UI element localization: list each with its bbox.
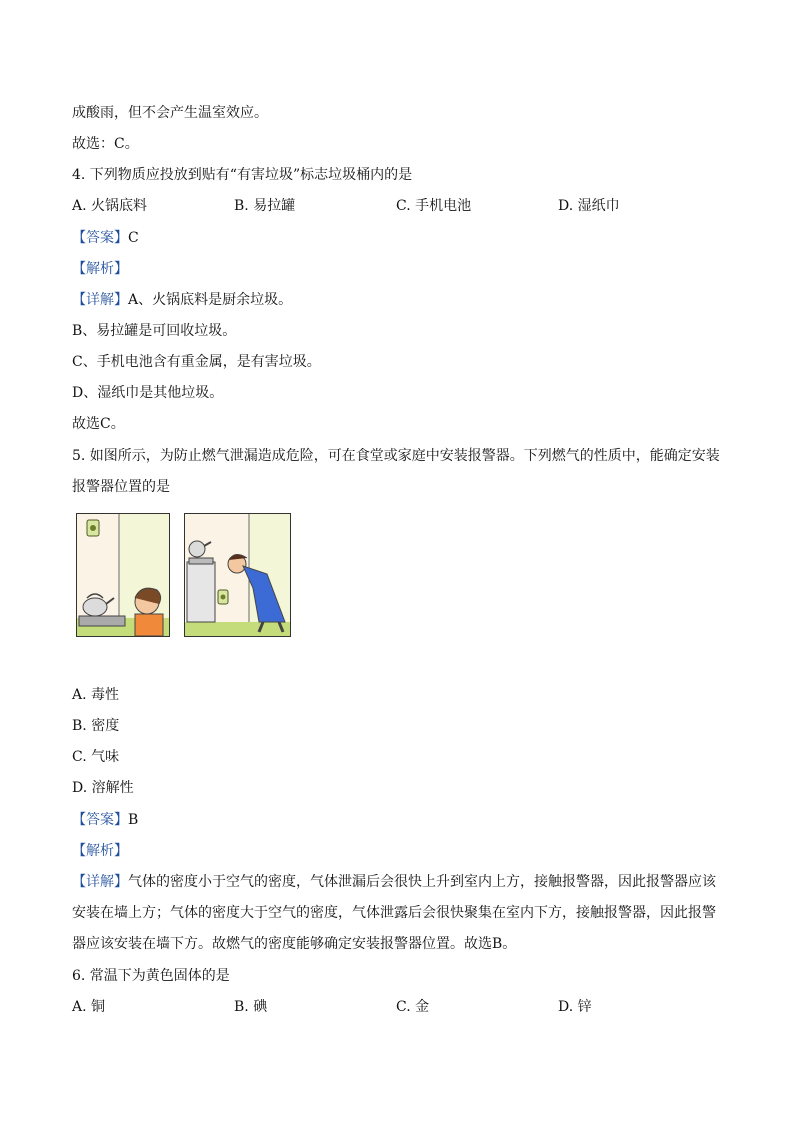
q5-analysis-label [72,842,128,860]
q4-option-d: D. 湿纸巾 [558,198,620,214]
q4-detail-text-1: A、火锅底料是厨余垃圾。 [128,292,293,308]
q5-option-b: B. 密度 [72,718,120,734]
q5-answer-value: B [128,812,139,828]
q4-question: 4. 下列物质应投放到贴有“有害垃圾”标志垃圾桶内的是 [72,167,413,183]
q5-detail-line-2: 安装在墙上方；气体的密度大于空气的密度，气体泄露后会很快聚集在室内下方，接触报警器，因此报警 [72,905,716,921]
q5-answer-label: 【答案】 [72,812,128,828]
q4-analysis-tag: 【解析】 [72,261,128,277]
q5-detail-line-3: 器应该安装在墙下方。故燃气的密度能够确定安装报警器位置。故选B。 [72,936,517,952]
q6-option-c: C. 金 [396,999,430,1015]
q5-question-line-2: 报警器位置的是 [72,479,170,495]
prev-answer-text: 成酸雨，但不会产生温室效应。 [72,105,268,121]
q5-question-line-1: 5. 如图所示，为防止燃气泄漏造成危险，可在食堂或家庭中安装报警器。下列燃气的性质中，能确定安装 [72,448,720,464]
q5-detail-label: 【详解】 [72,874,128,890]
alarm-low-drawing [185,514,290,636]
q5-detail-text-1: 气体的密度小于空气的密度，气体泄漏后会很快上升到室内上方，接触报警器，因此报警器应该 [128,874,716,890]
q5-option-c: C. 气味 [72,749,120,765]
q4-analysis-label [72,260,128,278]
q5-option-d: D. 溶解性 [72,780,134,796]
q4-choose-text: 故选C。 [72,416,125,432]
q4-detail-line-4: D、湿纸巾是其他垃圾。 [72,385,224,401]
q4-answer-label: 【答案】 [72,230,128,246]
q4-detail-line-1 [72,291,292,309]
q5-detail-line-1 [72,873,716,891]
q4-detail-label: 【详解】 [72,292,128,308]
q4-detail-line-2: B、易拉罐是可回收垃圾。 [72,323,237,339]
q6-question: 6. 常温下为黄色固体的是 [72,968,230,984]
q4-answer-value: C [128,230,139,246]
prev-choose-text: 故选：C。 [72,136,139,152]
q4-detail-line-3: C、手机电池含有重金属，是有害垃圾。 [72,354,321,370]
q6-option-b: B. 碘 [234,999,268,1015]
q4-option-a: A. 火锅底料 [72,198,148,214]
q4-option-c: C. 手机电池 [396,198,472,214]
q5-option-a: A. 毒性 [72,687,120,703]
q4-option-b: B. 易拉罐 [234,198,296,214]
alarm-high-drawing [77,514,169,636]
q6-option-d: D. 锌 [558,999,592,1015]
q5-analysis-tag: 【解析】 [72,843,128,859]
illustration-alarm-low [184,513,291,637]
q6-option-a: A. 铜 [72,999,106,1015]
q5-answer [72,811,138,829]
q4-answer [72,229,139,247]
illustration-alarm-high [76,513,170,637]
